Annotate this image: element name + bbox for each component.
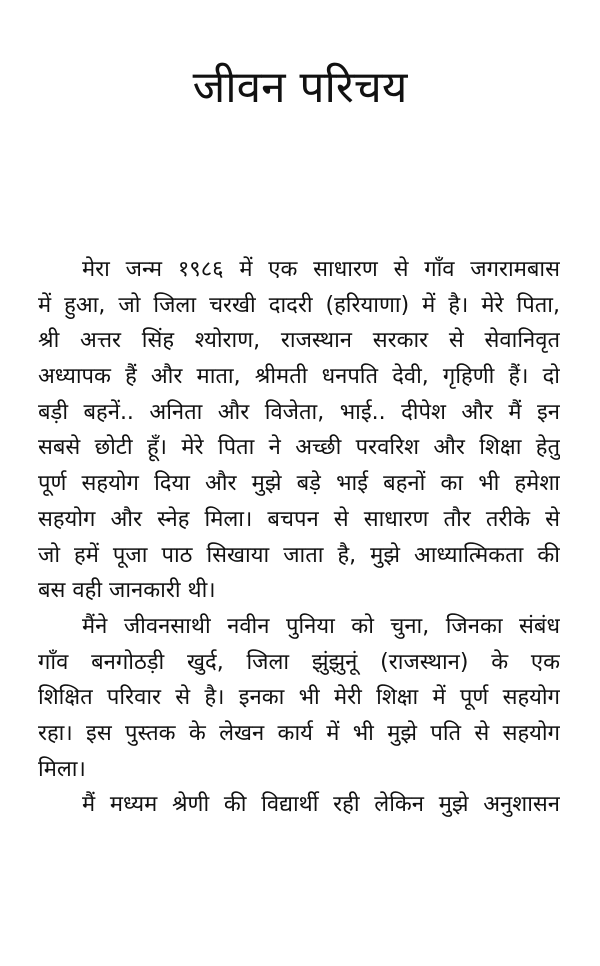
text-line: शिक्षित परिवार से है। इनका भी मेरी शिक्षा में पूर्ण सहयोग <box>38 685 560 711</box>
biography-text <box>38 252 560 823</box>
text-line: रहा। इस पुस्तक के लेखन कार्य में भी मुझे पति से सहयोग <box>38 720 560 746</box>
text-line: गाँव बनगोठड़ी खुर्द, जिला झुंझुनूं (राजस्थान) के एक <box>38 649 560 675</box>
text-line: बस वही जानकारी थी। <box>38 578 216 604</box>
text-line: बड़ी बहनें.. अनिता और विजेता, भाई.. दीपेश और मैं इन <box>38 399 560 425</box>
text-line: सहयोग और स्नेह मिला। बचपन से साधारण तौर तरीके से <box>38 506 560 532</box>
page-title: जीवन परिचय <box>192 62 408 113</box>
text-line: मैंने जीवनसाथी नवीन पुनिया को चुना, जिनका संबंध <box>82 613 560 639</box>
text-line: मिला। <box>38 756 86 782</box>
text-line: श्री अत्तर सिंह श्योराण, राजस्थान सरकार से सेवानिवृत <box>38 328 560 354</box>
text-line: अध्यापक हैं और माता, श्रीमती धनपति देवी, गृहिणी हैं। दो <box>38 364 560 390</box>
text-line: मैं मध्यम श्रेणी की विद्यार्थी रही लेकिन मुझे अनुशासन <box>82 792 560 818</box>
text-line: पूर्ण सहयोग दिया और मुझे बड़े भाई बहनों का भी हमेशा <box>38 471 560 497</box>
text-line: सबसे छोटी हूँ। मेरे पिता ने अच्छी परवरिश और शिक्षा हेतु <box>38 435 560 461</box>
text-line: में हुआ, जो जिला चरखी दादरी (हरियाणा) में है। मेरे पिता, <box>38 292 560 318</box>
text-line: मेरा जन्म १९८६ में एक साधारण से गाँव जगरामबास <box>82 257 560 282</box>
text-line: जो हमें पूजा पाठ सिखाया जाता है, मुझे आध्यात्मिकता की <box>38 542 560 568</box>
